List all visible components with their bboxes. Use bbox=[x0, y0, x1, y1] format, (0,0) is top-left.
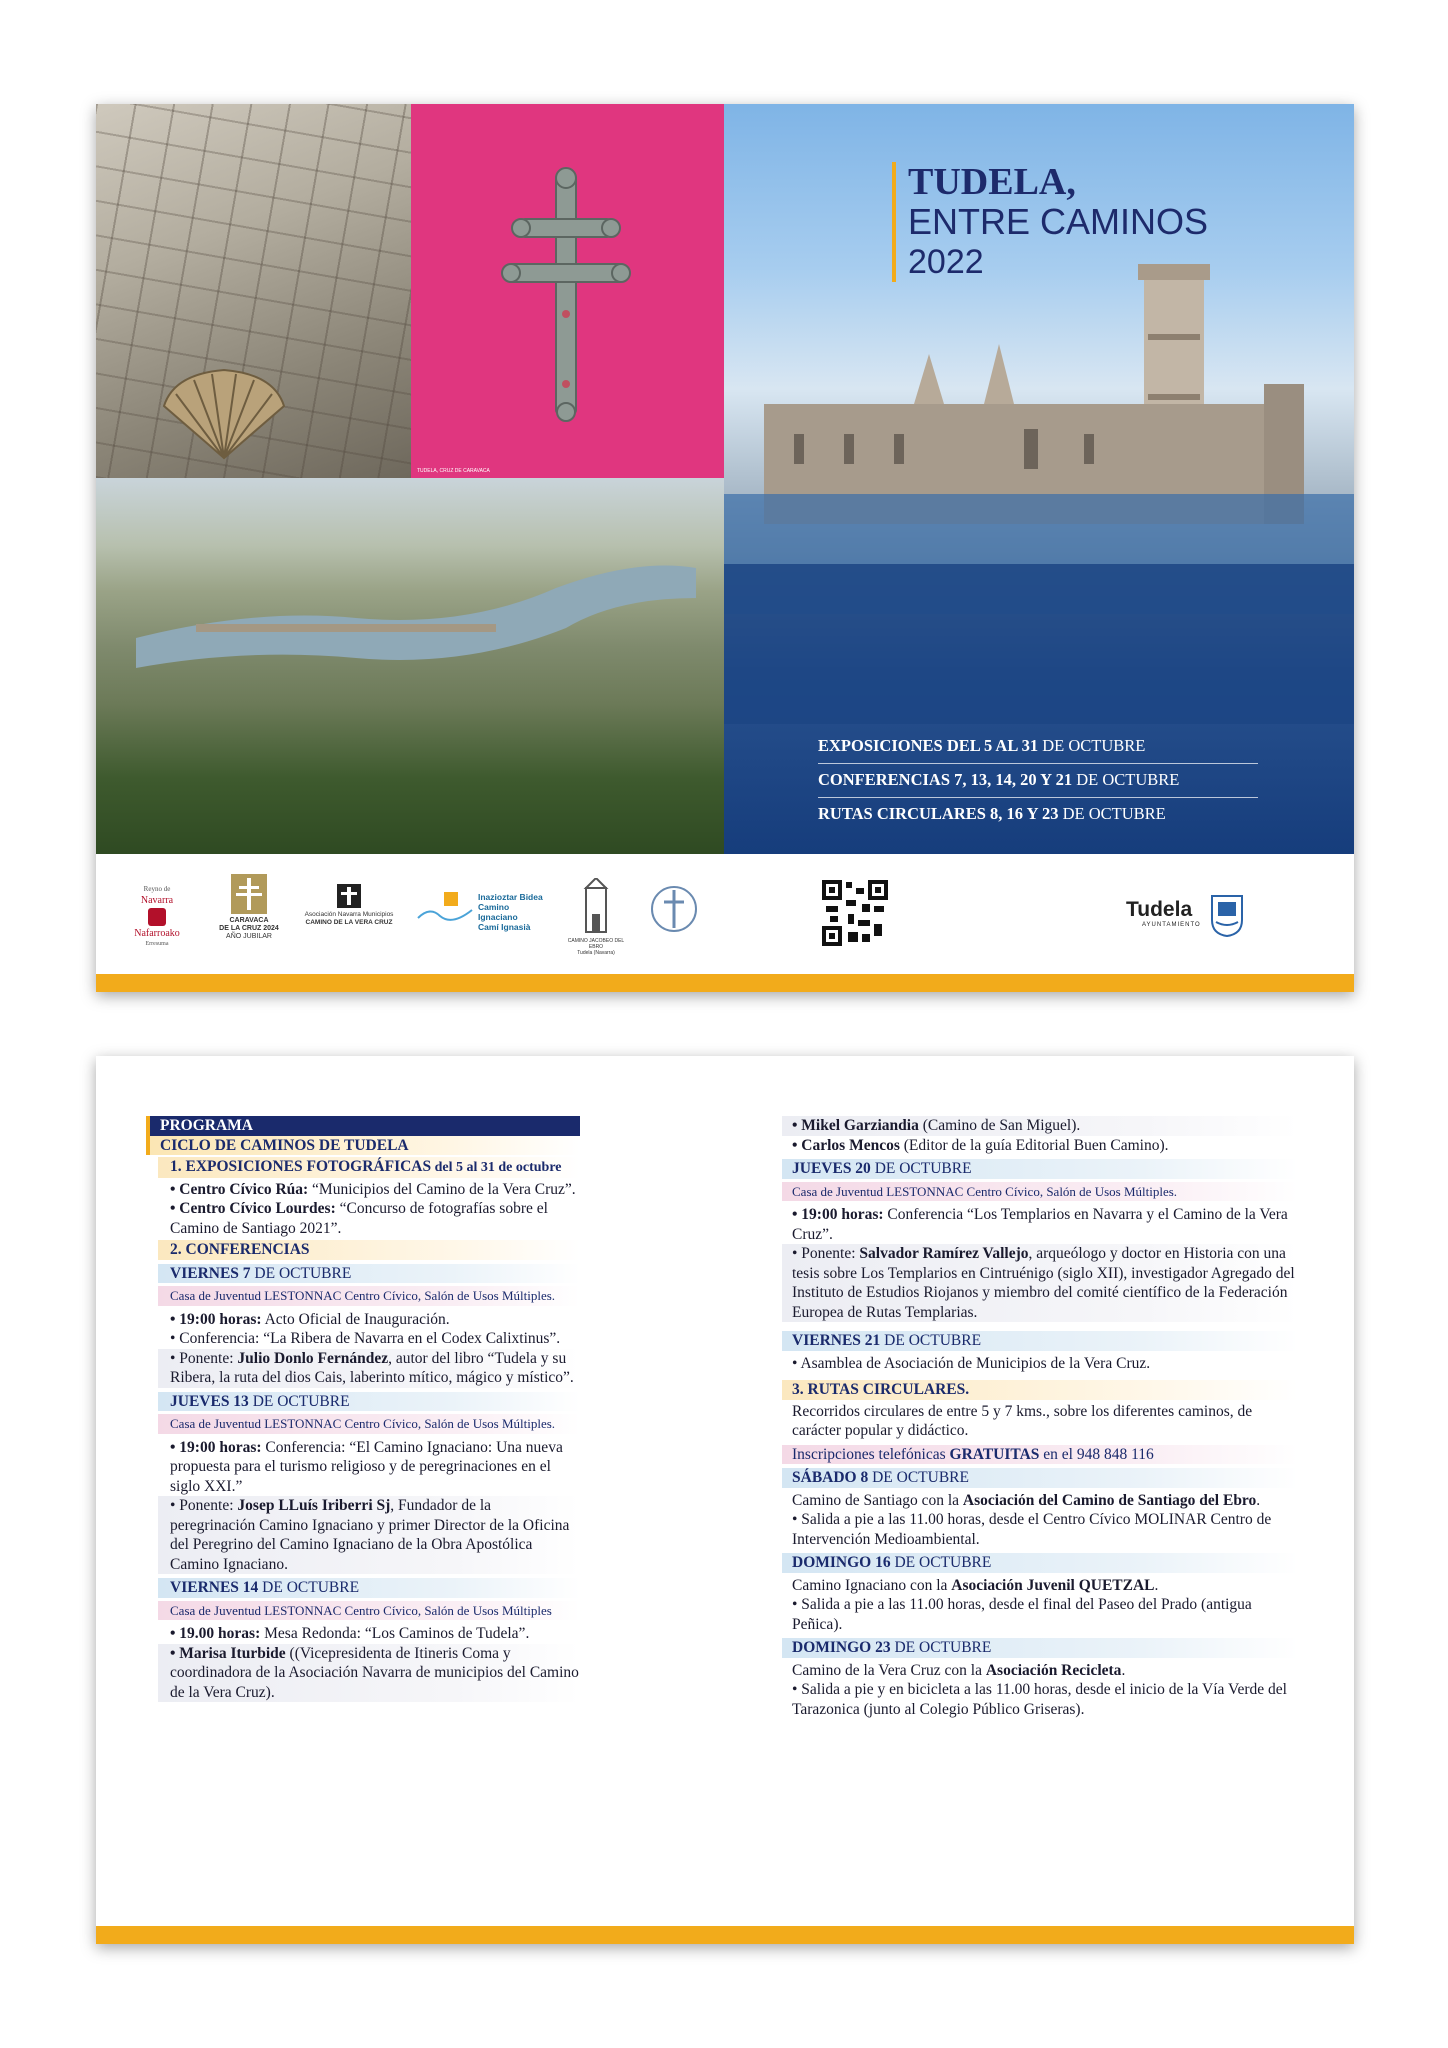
sponsor-logos bbox=[96, 854, 1354, 974]
program-right-column bbox=[782, 1116, 1298, 1719]
list-item: • Ponente: Salvador Ramírez Vallejo, arqueólogo y doctor en Historia con una tesis sobre Los Templarios en Cintruénigo (siglo XII), investigador Agregado del Instituto de Estudios Riojanos y miembro del comité científico de la Federación Europea de Rutas Templarias. bbox=[782, 1244, 1298, 1322]
vera-cruz-icon bbox=[337, 884, 361, 908]
day-heading: VIERNES 14 DE OCTUBRE bbox=[158, 1578, 580, 1598]
river-landscape-photo bbox=[96, 478, 724, 854]
ignaciano-route-icon bbox=[416, 888, 474, 928]
title-city: TUDELA, bbox=[908, 161, 1076, 203]
list-item: • Salida a pie a las 11.00 horas, desde el Centro Cívico MOLINAR Centro de Intervención Medioambiental. bbox=[792, 1511, 1272, 1548]
inscripciones-line: Inscripciones telefónicas GRATUITAS en el 948 848 116 bbox=[782, 1445, 1298, 1465]
program-left-column bbox=[140, 1116, 580, 1702]
venue-label: Casa de Juventud LESTONNAC Centro Cívico, Salón de Usos Múltiples. bbox=[158, 1286, 580, 1306]
date-exposiciones: EXPOSICIONES DEL 5 AL 31 DE OCTUBRE bbox=[818, 730, 1258, 764]
list-item: • 19.00 horas: Mesa Redonda: “Los Caminos de Tudela”. bbox=[170, 1625, 530, 1642]
list-item: • Mikel Garziandia (Camino de San Miguel). bbox=[782, 1116, 1298, 1136]
list-item: • Ponente: Josep LLuís Iriberri Sj, Fundador de la peregrinación Camino Ignaciano y primer Director de la Oficina del Peregrino del Camino Ignaciano de la Obra Apostólica Camino Ignaciano. bbox=[158, 1496, 580, 1574]
caravaca-cross-photo bbox=[411, 104, 724, 478]
day-heading: DOMINGO 23 DE OCTUBRE bbox=[782, 1638, 1298, 1658]
programa-heading: PROGRAMA bbox=[146, 1116, 580, 1136]
caravaca-cross-small-icon bbox=[231, 874, 267, 914]
event-dates bbox=[818, 730, 1258, 831]
venue-label: Casa de Juventud LESTONNAC Centro Cívico, Salón de Usos Múltiples. bbox=[158, 1414, 580, 1434]
cathedral-silhouette bbox=[724, 244, 1354, 724]
route-lead: Camino de la Vera Cruz con la Asociación Recicleta. bbox=[792, 1661, 1126, 1679]
caravaca-cross-icon bbox=[501, 164, 631, 424]
day-heading: SÁBADO 8 DE OCTUBRE bbox=[782, 1468, 1298, 1488]
scallop-shell-icon bbox=[154, 366, 294, 462]
day-heading: JUEVES 20 DE OCTUBRE bbox=[782, 1159, 1298, 1179]
caravaca-logo: CARAVACA DE LA CRUZ 2024 AÑO JUBILAR bbox=[214, 874, 284, 941]
conferencias-heading: 2. CONFERENCIAS bbox=[158, 1240, 580, 1260]
date-conferencias: CONFERENCIAS 7, 13, 14, 20 Y 21 DE OCTUBRE bbox=[818, 764, 1258, 798]
day-heading: VIERNES 21 DE OCTUBRE bbox=[782, 1331, 1298, 1351]
tudela-shield-icon bbox=[1210, 894, 1244, 938]
camino-ignaciano-logo: Inazioztar Bidea Camino Ignaciano Camí Ignasià bbox=[416, 888, 546, 928]
scallop-photo bbox=[96, 104, 411, 478]
list-item: • Centro Cívico Lourdes: “Concurso de fotografías sobre el Camino de Santiago 2021”. bbox=[170, 1200, 548, 1237]
list-item: • Ponente: Julio Donlo Fernández, autor del libro “Tudela y su Ribera, la ruta del dios Cais, laberinto mítico, mágico y místico”. bbox=[158, 1349, 580, 1388]
list-item: • Marisa Iturbide ((Vicepresidenta de Itineris Coma y coordinadora de la Asociación Navarra de municipios del Camino de la Vera Cruz). bbox=[158, 1644, 580, 1703]
list-item: • 19:00 horas: Conferencia “Los Templarios en Navarra y el Camino de la Vera Cruz”. bbox=[792, 1206, 1288, 1243]
list-item: • 19:00 horas: Acto Oficial de Inauguración. bbox=[170, 1310, 450, 1328]
title-subtitle: ENTRE CAMINOS bbox=[908, 201, 1209, 242]
list-item: • 19:00 horas: Conferencia: “El Camino Ignaciano: Una nueva propuesta para el turismo religioso y de peregrinaciones en el siglo XXI.” bbox=[170, 1438, 563, 1495]
river-shape bbox=[136, 548, 696, 668]
list-item: • Conferencia: “La Ribera de Navarra en el Codex Calixtinus”. bbox=[170, 1330, 561, 1347]
list-item: • Salida a pie y en bicicleta a las 11.00 horas, desde el inicio de la Vía Verde del Tarazonica (junto al Colegio Público Griseras). bbox=[792, 1681, 1287, 1718]
brochure-cover bbox=[96, 104, 1354, 992]
qr-code-icon[interactable] bbox=[822, 880, 888, 946]
list-item: • Salida a pie a las 11.00 horas, desde el final del Paseo del Prado (antigua Peñica). bbox=[792, 1596, 1252, 1633]
camino-jacobeo-logo: CAMINO JACOBEO DEL EBRO Tudela (Navarra) bbox=[566, 878, 626, 956]
photo-caption: TUDELA, CRUZ DE CARAVACA bbox=[417, 468, 490, 474]
day-heading: JUEVES 13 DE OCTUBRE bbox=[158, 1392, 580, 1412]
gold-bottom-bar bbox=[96, 1926, 1354, 1944]
list-item: • Carlos Mencos (Editor de la guía Editorial Buen Camino). bbox=[792, 1136, 1169, 1154]
federacion-logo-icon bbox=[644, 884, 704, 934]
venue-label: Casa de Juventud LESTONNAC Centro Cívico, Salón de Usos Múltiples bbox=[158, 1601, 580, 1621]
list-item: • Centro Cívico Rúa: “Municipios del Camino de la Vera Cruz”. bbox=[170, 1180, 576, 1198]
exposiciones-heading: 1. EXPOSICIONES FOTOGRÁFICAS del 5 al 31 de octubre bbox=[158, 1157, 580, 1178]
date-rutas: RUTAS CIRCULARES 8, 16 Y 23 DE OCTUBRE bbox=[818, 804, 1166, 823]
ciclo-heading: CICLO DE CAMINOS DE TUDELA bbox=[146, 1136, 580, 1156]
cover-title bbox=[892, 162, 1208, 282]
tudela-ayuntamiento-logo: Tudela AYUNTAMIENTO bbox=[1126, 898, 1201, 928]
route-lead: Camino de Santiago con la Asociación del Camino de Santiago del Ebro. bbox=[792, 1491, 1261, 1509]
asociacion-vera-cruz-logo: Asociación Navarra Municipios CAMINO DE LA VERA CRUZ bbox=[294, 884, 404, 927]
navarra-logo: Reyno de Navarra Nafarroako Erresuma bbox=[134, 885, 180, 947]
day-heading: DOMINGO 16 DE OCTUBRE bbox=[782, 1553, 1298, 1573]
title-year: 2022 bbox=[908, 243, 984, 281]
jacobeo-tower-icon bbox=[576, 878, 616, 936]
day-heading: VIERNES 7 DE OCTUBRE bbox=[158, 1264, 580, 1284]
list-item: • Asamblea de Asociación de Municipios de la Vera Cruz. bbox=[792, 1354, 1151, 1372]
rutas-heading: 3. RUTAS CIRCULARES. bbox=[782, 1380, 1298, 1400]
venue-label: Casa de Juventud LESTONNAC Centro Cívico, Salón de Usos Múltiples. bbox=[782, 1182, 1298, 1202]
brochure-program bbox=[96, 1056, 1354, 1944]
rutas-description: Recorridos circulares de entre 5 y 7 kms., sobre los diferentes caminos, de carácter popular y didáctico. bbox=[792, 1402, 1253, 1439]
gold-bottom-bar bbox=[96, 974, 1354, 992]
route-lead: Camino Ignaciano con la Asociación Juvenil QUETZAL. bbox=[792, 1576, 1159, 1594]
